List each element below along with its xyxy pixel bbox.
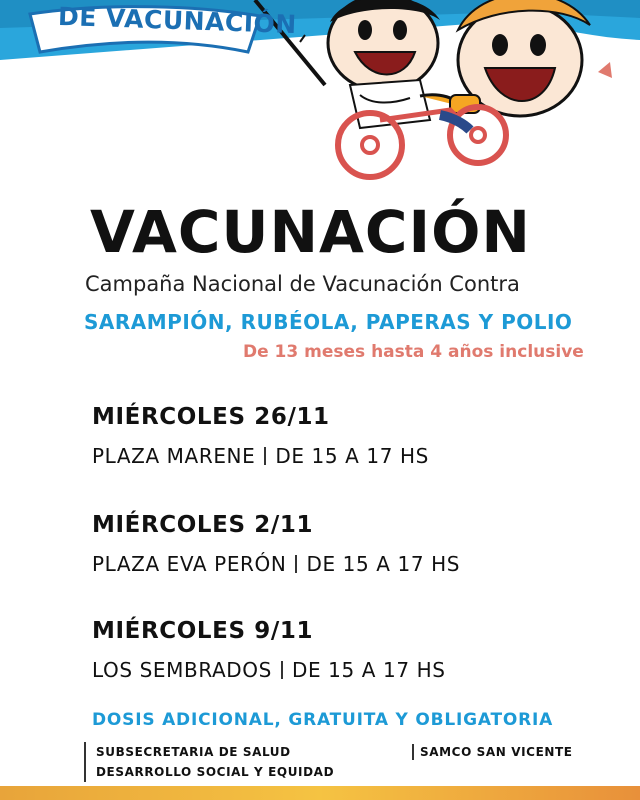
event-location (92, 552, 460, 576)
event-time: DE 15 A 17 HS (275, 444, 429, 468)
event-place: PLAZA EVA PERÓN (92, 552, 287, 576)
event-item (92, 512, 460, 576)
separator (295, 555, 297, 573)
event-location (92, 658, 446, 682)
banner-text: DE VACUNACIÓN (57, 1, 298, 40)
event-item (92, 404, 429, 468)
org-left-line2: DESARROLLO SOCIAL Y EQUIDAD (96, 765, 335, 779)
event-place: LOS SEMBRADOS (92, 658, 272, 682)
dose-note: DOSIS ADICIONAL, GRATUITA Y OBLIGATORIA (92, 710, 554, 730)
age-range: De 13 meses hasta 4 años inclusive (243, 342, 584, 362)
diseases-list: SARAMPIÓN, RUBÉOLA, PAPERAS Y POLIO (84, 310, 573, 334)
org-left-line1: SUBSECRETARIA DE SALUD (96, 745, 291, 759)
event-place: PLAZA MARENE (92, 444, 256, 468)
event-time: DE 15 A 17 HS (306, 552, 461, 576)
bottom-decoration (0, 786, 640, 800)
event-item (92, 618, 446, 682)
separator (281, 661, 283, 679)
org-left (84, 742, 334, 782)
event-location (92, 444, 429, 468)
campaign-subtitle: Campaña Nacional de Vacunación Contra (85, 272, 520, 296)
event-time: DE 15 A 17 HS (291, 658, 446, 682)
event-day: MIÉRCOLES 2/11 (92, 512, 314, 538)
org-right: SAMCO SAN VICENTE (412, 744, 573, 760)
event-day: MIÉRCOLES 26/11 (92, 404, 330, 430)
event-day: MIÉRCOLES 9/11 (92, 618, 314, 644)
page-title: VACUNACIÓN (90, 198, 531, 266)
separator (264, 447, 266, 465)
